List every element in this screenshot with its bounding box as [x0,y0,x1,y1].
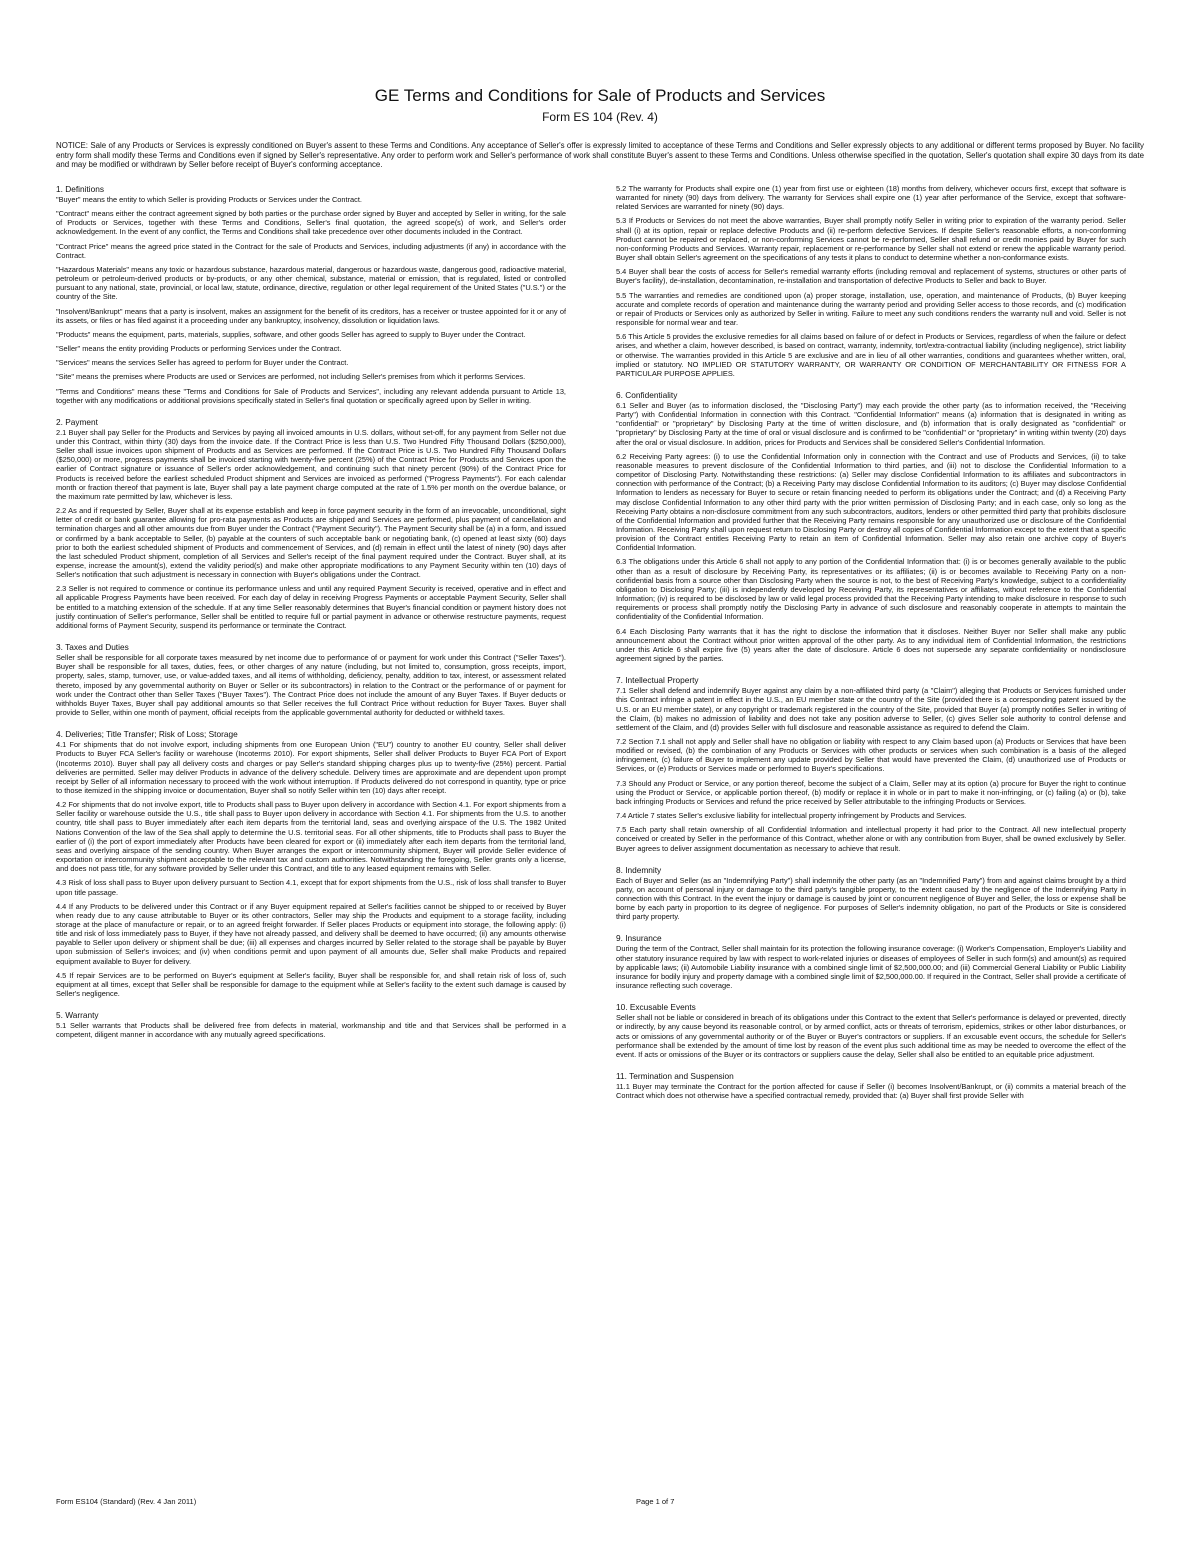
section-paragraph: 6.1 Seller and Buyer (as to information disclosed, the "Disclosing Party") may each provide the other party (as to information received, the "Receiving Party") with Confidential Information in connection with this Contract. "Confidential Information" means (a) information that is designated in writing as "confidential" or "proprietary" by Disclosing Party at the time of written disclosure, and (b) information that is orally designated as "confidential" or "proprietary" by Disclosing Party at the time of oral or visual disclosure and is confirmed to be "confidential" or "proprietary" in writing within twenty (20) days after the oral or visual disclosure. In addition, prices for Products and Services shall be considered Seller's Confidential Information. [616,400,1126,447]
section-heading: 8. Indemnity [616,864,662,875]
section-paragraph: 7.2 Section 7.1 shall not apply and Seller shall have no obligation or liability with respect to any Claim based upon (a) Products or Services that have been modified or revised, (b) the combination of any Products or Services with other products or services when such combination is a basis of the alleged infringement, (c) failure of Buyer to implement any update provided by Seller that would have prevented the Claim, (d) unauthorized use of Products or Services, or (e) Products or Services made or performed to Buyer's specifications. [616,736,1126,774]
section-paragraph: 6.4 Each Disclosing Party warrants that it has the right to disclose the information that it discloses. Neither Buyer nor Seller shall make any public announcement about the Contract without prior written approval of the other party. As to any individual item of Confidential Information, the restrictions under this Article 6 shall expire five (5) years after the date of disclosure. Article 6 does not supersede any separate confidentiality or nondisclosure agreement signed by the parties. [616,626,1126,664]
section-heading: 9. Insurance [616,933,662,944]
section-paragraph: 4.2 For shipments that do not involve export, title to Products shall pass to Buyer upon delivery in accordance with Section 4.1. For export shipments from a Seller facility or warehouse outside the U.S., title shall pass to Buyer upon delivery in accordance with Section 4.1. For shipments from the U.S. to another country, title shall pass to Buyer immediately after each item departs from the territorial land, seas and overlying airspace of the U.S. The 1982 United Nations Convention of the law of the Sea shall apply to determine the U.S. territorial seas. For all other shipments, title to Products shall pass to Buyer the earlier of (i) the port of export immediately after Products have been cleared for export or (ii) immediately after each item departs from the territorial land, seas and overlying airspace of the sending country. When Buyer arranges the export or intercommunity shipment, Buyer will provide Seller evidence of exportation or intercommunity shipment acceptable to the relevant tax and custom authorities. Notwithstanding the foregoing, Seller grants only a license, and does not pass title, for any software provided by Seller under this Contract, and title to any leased equipment remains with Seller. [56,800,566,874]
form-number: Form ES 104 (Rev. 4) [542,110,658,124]
section-heading: 1. Definitions [56,184,104,194]
section-paragraph: 4.3 Risk of loss shall pass to Buyer upon delivery pursuant to Section 4.1, except that for export shipments from the U.S., risk of loss shall transfer to Buyer upon title passage. [56,878,566,897]
section-heading: 7. Intellectual Property [616,675,699,686]
section-paragraph: During the term of the Contract, Seller shall maintain for its protection the following insurance coverage: (i) Worker's Compensation, Employer's Liability and other statutory insurance required by law with respect to work-related injuries or diseases of employees of Seller in such form(s) and amount(s) as required by applicable laws; (ii) Automobile Liability insurance with a combined single limit of $2,500,000.00; and (iii) Commercial General Liability or Public Liability insurance for bodily injury and property damage with a combined single limit of $2,500,000.00. If required in the Contract, Seller shall provide a certificate of insurance reflecting such coverage. [616,944,1126,991]
section-heading: 5. Warranty [56,1010,99,1021]
section-paragraph: "Contract Price" means the agreed price stated in the Contract for the sale of Products and Services, including adjustments (if any) in accordance with the Contract. [56,241,566,260]
section-heading: 11. Termination and Suspension [616,1071,734,1082]
notice-paragraph: NOTICE: Sale of any Products or Services is expressly conditioned on Buyer's assent to these Terms and Conditions. Any acceptance of Seller's offer is expressly limited to acceptance of these Terms and Conditions and Seller expressly objects to any additional or different terms proposed by Buyer. No facility entry form shall modify these Terms and Conditions even if signed by Seller's representative. Any order to perform work and Seller's performance of work shall constitute Buyer's assent to these Terms and Conditions. Unless otherwise specified in the quotation, Seller's quotation shall expire 30 days from its date and may be modified or withdrawn by Seller before receipt of Buyer's conforming acceptance. [56,141,1144,170]
section-paragraph: Each of Buyer and Seller (as an "Indemnifying Party") shall indemnify the other party (as an "Indemnified Party") from and against claims brought by a third party, on account of personal injury or damage to the third party's tangible property, to the extent caused by the negligence of the Indemnifying Party in connection with this Contract. In the event the injury or damage is caused by joint or concurrent negligence of Buyer and Seller, the loss or expense shall be borne by each party in proportion to its degree of negligence. For purposes of Seller's indemnity obligation, no part of the Products or Site is considered third party property. [616,875,1126,922]
section-paragraph: 7.4 Article 7 states Seller's exclusive liability for intellectual property infringement by Products and Services. [616,811,967,821]
document-title: GE Terms and Conditions for Sale of Products and Services [374,86,826,105]
section-paragraph: 2.1 Buyer shall pay Seller for the Products and Services by paying all invoiced amounts in U.S. dollars, without set-off, for any payment from Seller not due under this Contract, within thirty (30) days from the invoice date. If the Contract Price is less than U.S. Two Hundred Fifty Thousand Dollars ($250,000), Seller shall issue invoices upon shipment of Products and as Services are performed. If the Contract Price is U.S. Two Hundred Fifty Thousand Dollars ($250,000) or more, progress payments shall be invoiced starting with twenty-five percent (25%) of the Contract Price for Products and Services upon the earlier of Contract signature or issuance of Seller's order acknowledgement, and continuing such that ninety percent (90%) of the Contract Price for Products is received before the earliest scheduled Product shipment and Services are invoiced as performed ("Progress Payments"). For each calendar month or fraction thereof that payment is late, Buyer shall pay a late payment charge computed at the rate of 1.5% per month on the overdue balance, or the maximum rate permitted by law, whichever is less. [56,427,566,501]
section-paragraph: 5.6 This Article 5 provides the exclusive remedies for all claims based on failure of or defect in Products or Services, regardless of when the failure or defect arises, and whether a claim, however described, is based on contract, warranty, indemnity, tort/extra-contractual liability (including negligence), strict liability or otherwise. The warranties provided in this Article 5 are exclusive and are in lieu of all other warranties, conditions and guarantees whether written, oral, implied or statutory. NO IMPLIED OR STATUTORY WARRANTY, OR WARRANTY OR CONDITION OF MERCHANTABILITY OR FITNESS FOR A PARTICULAR PURPOSE APPLIES. [616,332,1126,378]
left-column [56,184,566,1474]
section-paragraph: "Site" means the premises where Products are used or Services are performed, not including Seller's premises from which it performs Services. [56,372,526,382]
section-paragraph: "Insolvent/Bankrupt" means that a party is insolvent, makes an assignment for the benefit of its creditors, has a receiver or trustee appointed for it or any of its assets, or files or has filed against it a proceeding under any bankruptcy, insolvency, dissolution or liquidation laws. [56,306,566,325]
section-heading: 4. Deliveries; Title Transfer; Risk of Loss; Storage [56,729,238,740]
section-paragraph: 5.4 Buyer shall bear the costs of access for Seller's remedial warranty efforts (including removal and replacement of systems, structures or other parts of Buyer's facility), de-installation, decontamination, re-installation and transportation of defective Products to Seller and back to Buyer. [616,267,1126,286]
section-paragraph: 4.4 If any Products to be delivered under this Contract or if any Buyer equipment repaired at Seller's facilities cannot be shipped to or received by Buyer when ready due to any cause attributable to Buyer or its other contractors, Seller may ship the Products and equipment to a storage facility, including storage at the place of manufacture or repair, or to an agreed freight forwarder. If Seller places Products or equipment into storage, the following apply: (i) title and risk of loss immediately pass to Buyer, if they have not already passed, and delivery shall be deemed to have occurred; (ii) any amounts otherwise payable to Seller upon delivery or shipment shall be due; (iii) all expenses and charges incurred by Seller related to the storage shall be payable by Buyer upon submission of Seller's invoices; and (iv) when conditions permit and upon payment of all amounts due, Seller shall make Products and repaired equipment available to Buyer for delivery. [56,901,566,966]
section-paragraph: "Products" means the equipment, parts, materials, supplies, software, and other goods Seller has agreed to supply to Buyer under the Contract. [56,329,526,339]
section-paragraph: 4.1 For shipments that do not involve export, including shipments from one European Union ("EU") country to another EU country, Seller shall deliver Products to Buyer FCA Seller's facility or warehouse (Incoterms 2010). For export shipments, Seller shall deliver Products to Buyer FCA Port of Export (Incoterms 2010). Buyer shall pay all delivery costs and charges or pay Seller's standard shipping charges plus up to twenty-five (25%) percent. Partial deliveries are permitted. Seller may deliver Products in advance of the delivery schedule. Delivery times are approximate and are dependent upon prompt receipt by Seller of all information necessary to proceed with the work without interruption. If Products delivered do not correspond in quantity, type or price to those itemized in the shipping invoice or documentation, Buyer shall so notify Seller within ten (10) days after receipt. [56,740,566,795]
section-paragraph: "Services" means the services Seller has agreed to perform for Buyer under the Contract. [56,358,349,368]
section-paragraph: 7.1 Seller shall defend and indemnify Buyer against any claim by a non-affiliated third party (a "Claim") alleging that Products or Services furnished under this Contract infringe a patent in effect in the U.S., an EU member state or the country of the Site (provided there is a corresponding patent issued by the U.S. or an EU member state), or any copyright or trademark registered in the country of the Site, provided that Buyer (a) promptly notifies Seller in writing of the Claim, (b) makes no admission of liability and does not take any position adverse to Seller, (c) gives Seller sole authority to control defense and settlement of the Claim, and (d) provides Seller with full disclosure and reasonable assistance as required to defend the Claim. [616,686,1126,732]
section-paragraph: Seller shall be responsible for all corporate taxes measured by net income due to performance of or payment for work under this Contract ("Seller Taxes"). Buyer shall be responsible for all taxes, duties, fees, or other charges of any nature (including, but not limited to, consumption, gross receipts, import, property, sales, stamp, turnover, use, or value-added taxes, and all items of withholding, deficiency, penalty, addition to tax, interest, or assessment related thereto, imposed by any governmental authority on Buyer or Seller or its subcontractors) in relation to the Contract or the performance of or payment for work under the Contract other than Seller Taxes ("Buyer Taxes"). The Contract Price does not include the amount of any Buyer Taxes. If Buyer deducts or withholds Buyer Taxes, Buyer shall pay additional amounts so that Seller receives the full Contract Price without reduction for Buyer Taxes. Buyer shall provide to Seller, within one month of payment, official receipts from the applicable governmental authority for deducted or withheld taxes. [56,653,566,718]
section-paragraph: "Contract" means either the contract agreement signed by both parties or the purchase order signed by Buyer and accepted by Seller in writing, for the sale of Products or Services, together with these Terms and Conditions, Seller's final quotation, the agreed scope(s) of work, and Seller's order acknowledgement. In the event of any conflict, the Terms and Conditions shall take precedence over other documents included in the Contract. [56,209,566,237]
section-paragraph: 2.2 As and if requested by Seller, Buyer shall at its expense establish and keep in force payment security in the form of an irrevocable, unconditional, sight letter of credit or bank guarantee allowing for pro-rata payments as Products are shipped and Services are performed, plus payment of cancellation and termination charges and all other amounts due from Buyer under the Contract ("Payment Security"). The Payment Security shall be (a) in a form, and issued or confirmed by a bank acceptable to Seller, (b) payable at the counters of such acceptable bank or negotiating bank, (c) opened at least sixty (60) days prior to both the earliest scheduled shipment of Products and commencement of Services, and (d) remain in effect until the latest of ninety (90) days after the last scheduled Product shipment, completion of all Services and Seller's receipt of the final payment required under the Contract. Buyer shall, at its expense, increase the amount(s), extend the validity period(s) and make other appropriate modifications to any Payment Security within ten (10) days of Seller's notification that such adjustment is necessary in connection with Buyer's obligations under the Contract. [56,506,566,580]
section-heading: 2. Payment [56,416,98,427]
section-paragraph: "Seller" means the entity providing Products or performing Services under the Contract. [56,344,342,354]
section-paragraph: 5.1 Seller warrants that Products shall be delivered free from defects in material, workmanship and title and that Services shall be performed in a competent, diligent manner in accordance with any mutually agreed specifications. [56,1021,566,1040]
footer-page-number: Page 1 of 7 [636,1497,675,1506]
section-paragraph: 4.5 If repair Services are to be performed on Buyer's equipment at Seller's facility, Buyer shall be responsible for, and shall retain risk of loss of, such equipment at all times, except that Seller shall be responsible for damage to the equipment while at Seller's facility to the extent such damage is caused by Seller's negligence. [56,970,566,999]
section-paragraph: 6.2 Receiving Party agrees: (i) to use the Confidential Information only in connection with the Contract and use of Products and Services, (ii) to take reasonable measures to prevent disclosure of the Confidential Information to third parties, and (iii) not to disclose the Confidential Information to a competitor of Disclosing Party. Notwithstanding these restrictions: (a) Seller may disclose Confidential Information to its affiliates and subcontractors in connection with performance of the Contract; (b) a Receiving Party may disclose Confidential Information to its auditors; (c) Buyer may disclose Confidential Information to lenders as necessary for Buyer to secure or retain financing needed to perform its obligations under the Contract; and (d) a Receiving Party may disclose Confidential Information to any other third party with the prior written permission of Disclosing Party; and in each case, only so long as the Receiving Party obtains a non-disclosure commitment from any such subcontractors, auditors, lenders or other permitted third party that prohibits disclosure of the Confidential Information and provided further that the Receiving Party remains responsible for any unauthorized use or disclosure of the Confidential Information. Receiving Party shall upon request return to Disclosing Party or destroy all copies of Confidential Information except to the extent that a specific provision of the Contract entitles Receiving Party to retain an item of Confidential Information. Seller may also retain one archive copy of Buyer's Confidential Information. [616,451,1126,553]
section-paragraph: 6.3 The obligations under this Article 6 shall not apply to any portion of the Confidential Information that: (i) is or becomes generally available to the public other than as a result of disclosure by Receiving Party, its representatives or its affiliates; (ii) is or becomes available to Receiving Party on a non-confidential basis from a source other than Disclosing Party when the source is not, to the best of Receiving Party's knowledge, subject to a confidentiality obligation to Disclosing Party; (iii) is independently developed by Receiving Party, its representatives or affiliates, without reference to the Confidential Information; (iv) is required to be disclosed by law or valid legal process provided that the Receiving Party intending to make disclosure in response to such requirements or process shall promptly notify the Disclosing Party in advance of such disclosure and reasonably cooperate in attempts to maintain the confidentiality of the Confidential Information. [616,557,1126,622]
section-paragraph: 7.3 Should any Product or Service, or any portion thereof, become the subject of a Claim, Seller may at its option (a) procure for Buyer the right to continue using the Product or Service, or applicable portion thereof, (b) modify or replace it in whole or in part to make it non-infringing, or (c) failing (a) or (b), take back infringing Products or Services and refund the price received by Seller attributable to the infringing Products or Services. [616,778,1126,806]
section-paragraph: 5.3 If Products or Services do not meet the above warranties, Buyer shall promptly notify Seller in writing prior to expiration of the warranty period. Seller shall (i) at its option, repair or replace defective Products and (ii) re-perform defective Services. If despite Seller's reasonable efforts, a non-conforming Product cannot be repaired or replaced, or non-conforming Services cannot be re-performed, Seller shall refund or credit monies paid by Buyer for such non-conforming Products and Services. Warranty repair, replacement or re-performance by Seller shall not extend or renew the applicable warranty period. Buyer shall obtain Seller's agreement on the specifications of any tests it plans to conduct to determine whether a non-conformance exists. [616,216,1126,263]
right-column [616,184,1126,1474]
section-paragraph: "Hazardous Materials" means any toxic or hazardous substance, hazardous material, dangerous or hazardous waste, dangerous good, radioactive material, petroleum or petroleum-derived products or by-products, or any other chemical, substance, material or emission, that is regulated, listed or controlled pursuant to any national, state, provincial, or local law, statute, ordinance, directive, regulation or other legal requirement of the United States ("U.S.") or the country of the Site. [56,264,566,302]
section-heading: 3. Taxes and Duties [56,642,129,653]
section-paragraph: "Terms and Conditions" means these "Terms and Conditions for Sale of Products and Services", including any relevant addenda pursuant to Article 13, together with any modifications or additional provisions specifically stated in Seller's final quotation or specifically agreed upon by Seller in writing. [56,386,566,405]
section-heading: 10. Excusable Events [616,1002,696,1013]
section-paragraph: 11.1 Buyer may terminate the Contract for the portion affected for cause if Seller (i) becomes Insolvent/Bankrupt, or (ii) commits a material breach of the Contract which does not otherwise have a specified contractual remedy, provided that: (a) Buyer shall first provide Seller with [616,1082,1126,1101]
footer-form-reference: Form ES104 (Standard) (Rev. 4 Jan 2011) [56,1497,197,1506]
section-paragraph: 5.2 The warranty for Products shall expire one (1) year from first use or eighteen (18) months from delivery, whichever occurs first, except that software is warranted for ninety (90) days from delivery. The warranty for Services shall expire one (1) year after performance of the Service, except that software-related Services are warranted for ninety (90) days. [616,184,1126,212]
section-paragraph: 5.5 The warranties and remedies are conditioned upon (a) proper storage, installation, use, operation, and maintenance of Products, (b) Buyer keeping accurate and complete records of operation and maintenance during the warranty period and providing Seller access to those records, and (c) modification or repair of Products or Services only as authorized by Seller in writing. Failure to meet any such conditions renders the warranty null and void. Seller is not responsible for normal wear and tear. [616,290,1126,328]
section-paragraph: "Buyer" means the entity to which Seller is providing Products or Services under the Contract. [56,195,362,204]
section-paragraph: 2.3 Seller is not required to commence or continue its performance unless and until any required Payment Security is received, operative and in effect and all applicable Progress Payments have been received. For each day of delay in receiving Progress Payments or acceptable Payment Security, Seller shall be entitled to a matching extension of the schedule. If at any time Seller reasonably determines that Buyer's financial condition or payment history does not justify continuation of Seller's performance, Seller shall be entitled to require full or partial payment in advance or otherwise restructure payments, request additional forms of Payment Security, suspend its performance or terminate the Contract. [56,584,566,630]
section-heading: 6. Confidentiality [616,389,678,400]
section-paragraph: 7.5 Each party shall retain ownership of all Confidential Information and intellectual property it had prior to the Contract. All new intellectual property conceived or created by Seller in the performance of this Contract, whether alone or with any contribution from Buyer, shall be owned exclusively by Seller. Buyer agrees to deliver assignment documentation as necessary to achieve that result. [616,825,1126,853]
section-paragraph: Seller shall not be liable or considered in breach of its obligations under this Contract to the extent that Seller's performance is delayed or prevented, directly or indirectly, by any cause beyond its reasonable control, or by armed conflict, acts or threats of terrorism, epidemics, strikes or other labor disturbances, or acts or omissions of any governmental authority or of the Buyer or Buyer's contractors or suppliers. If an excusable event occurs, the schedule for Seller's performance shall be extended by the amount of time lost by reason of the event plus such additional time as may be needed to overcome the effect of the event. If acts or omissions of the Buyer or its contractors or suppliers cause the delay, Seller shall also be entitled to an equitable price adjustment. [616,1013,1126,1059]
